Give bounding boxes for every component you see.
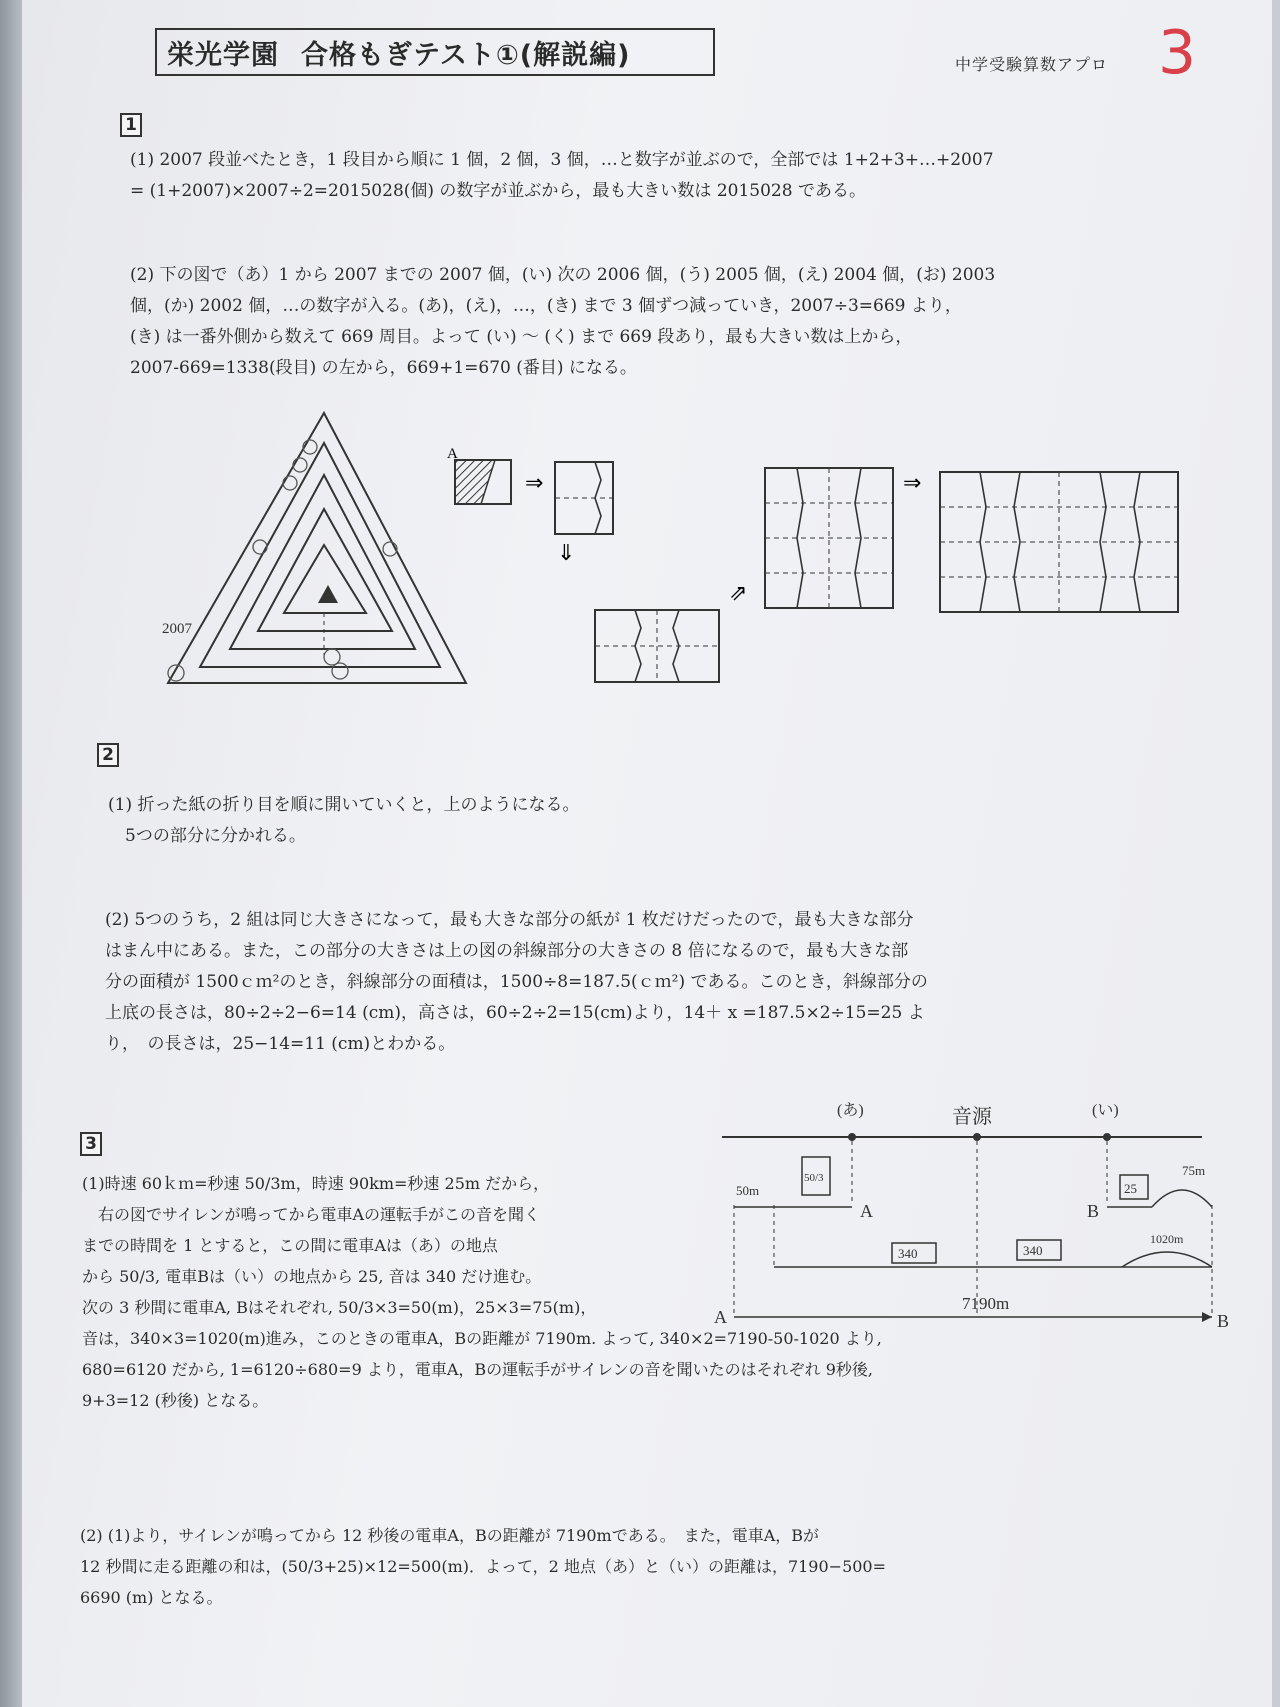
sound-source-label: 音源 — [952, 1106, 992, 1128]
text-line: 2007-669=1338(段目) の左から，669+1=670 (番目) になる。 — [130, 358, 637, 378]
box-25-label: 25 — [1124, 1181, 1137, 1196]
page-number: 3 — [1158, 18, 1197, 88]
text-line: (1) 折った紙の折り目を順に開いていくと，上のようになる。 — [108, 795, 580, 815]
text-line: 680=6120 だから, 1=6120÷680=9 より，電車A，Bの運転手がサイレンの音を聞いたのはそれぞれ 9秒後, — [82, 1360, 873, 1379]
fraction-50-3-label: 50/3 — [804, 1172, 824, 1184]
question-number-3: 3 — [80, 1132, 102, 1156]
text-line: から 50/3, 電車Bは（い）の地点から 25, 音は 340 だけ進む。 — [82, 1267, 542, 1286]
text-line: 分の面積が 1500ｃｍ²のとき，斜線部分の面積は，1500÷8=187.5(ｃｍ²) である。このとき，斜線部分の — [105, 972, 928, 992]
text-line: 次の 3 秒間に電車A, Bはそれぞれ, 50/3×3=50(m)，25×3=75(m)， — [82, 1298, 597, 1317]
question-number-1: 1 — [120, 113, 142, 137]
q2-part2-text — [105, 905, 928, 1060]
text-line: 5つの部分に分かれる。 — [108, 826, 306, 846]
q3-part2-text — [80, 1520, 886, 1613]
svg-text:⇓: ⇓ — [557, 541, 576, 566]
test-title: 合格もぎテスト①(解説編) — [301, 39, 631, 71]
text-line: 6690 (m) となる。 — [80, 1588, 223, 1607]
triangle-start-label: 2007 — [162, 621, 192, 637]
text-line: (2) 5つのうち，2 組は同じ大きさになって，最も大きな部分の紙が 1 枚だけだったので，最も大きな部分 — [105, 910, 914, 930]
q1-part2-text — [130, 260, 995, 384]
text-line: 個，(か) 2002 個，…の数字が入る。(あ)，(え)，…，(き) まで 3 個ずつ減っていき，2007÷3=669 より， — [130, 296, 962, 316]
point-a-label: (あ) — [837, 1102, 864, 1119]
svg-text:⇒: ⇒ — [525, 471, 544, 496]
train-b-label: B — [1087, 1201, 1100, 1221]
distance-7190m-label: 7190m — [962, 1294, 1010, 1313]
nested-triangle-figure — [160, 405, 480, 690]
end-a-label: A — [714, 1307, 727, 1327]
distance-1020m-label: 1020m — [1150, 1232, 1184, 1246]
end-b-label: B — [1217, 1311, 1230, 1331]
box-340-b-label: 340 — [1023, 1243, 1043, 1258]
svg-text:⇒: ⇒ — [903, 471, 922, 496]
question-number-2: 2 — [97, 743, 119, 767]
text-line: = (1+2007)×2007÷2=2015028(個) の数字が並ぶから，最も大きい数は 2015028 である。 — [130, 181, 866, 201]
text-line: はまん中にある。また，この部分の大きさは上の図の斜線部分の大きさの 8 倍になるので，最も大きな部 — [105, 941, 909, 961]
text-line: り， の長さは，25−14=11 (cm)とわかる。 — [105, 1034, 456, 1054]
train-sound-diagram — [712, 1095, 1232, 1335]
title-box — [155, 28, 715, 76]
box-340-a-label: 340 — [898, 1246, 918, 1261]
text-line: (1) 2007 段並べたとき，1 段目から順に 1 個，2 個，3 個，…と数字が並ぶので，全部では 1+2+3+…+2007 — [130, 150, 994, 170]
distance-50m-label: 50m — [736, 1183, 760, 1198]
text-line: (2) (1)より，サイレンが鳴ってから 12 秒後の電車A，Bの距離が 7190mである。 また，電車A，Bが — [80, 1526, 820, 1545]
fold-corner-label: A — [447, 446, 458, 462]
school-name: 栄光学園 — [167, 39, 279, 71]
text-line: (2) 下の図で（あ）1 から 2007 までの 2007 個，(い) 次の 2006 個，(う) 2005 個，(え) 2004 個，(お) 2003 — [130, 265, 996, 285]
publisher-name: 中学受験算数アプロ — [955, 55, 1109, 74]
distance-75m-label: 75m — [1182, 1163, 1206, 1178]
answer-sheet-page — [22, 0, 1272, 1707]
train-a-label: A — [860, 1201, 873, 1221]
text-line: 音は，340×3=1020(m)進み，このときの電車A，Bの距離が 7190m. よって, 340×2=7190-50-1020 より, — [82, 1329, 882, 1348]
text-line: までの時間を 1 とすると，この間に電車Aは（あ）の地点 — [82, 1236, 498, 1255]
text-line: 上底の長さは，80÷2÷2−6=14 (cm)，高さは，60÷2÷2=15(cm)より，14＋ x =187.5×2÷15=25 よ — [105, 1003, 925, 1023]
binder-edge — [0, 0, 22, 1707]
q2-part1-text — [108, 790, 579, 852]
paper-folding-figure — [445, 430, 1185, 690]
q1-part1-text — [130, 145, 994, 207]
svg-text:⇗: ⇗ — [729, 581, 748, 606]
text-line: (1)時速 60ｋｍ=秒速 50/3m，時速 90km=秒速 25m だから， — [82, 1174, 550, 1193]
point-i-label: (い) — [1092, 1102, 1119, 1119]
text-line: 9+3=12 (秒後) となる。 — [82, 1391, 269, 1410]
text-line: 右の図でサイレンが鳴ってから電車Aの運転手がこの音を聞く — [82, 1205, 541, 1224]
text-line: (き) は一番外側から数えて 669 周目。よって (い) 〜 (く) まで 669 段あり，最も大きい数は上から， — [130, 327, 913, 347]
text-line: 12 秒間に走る距離の和は，(50/3+25)×12=500(m)．よって，2 地点（あ）と（い）の距離は，7190−500= — [80, 1557, 887, 1576]
